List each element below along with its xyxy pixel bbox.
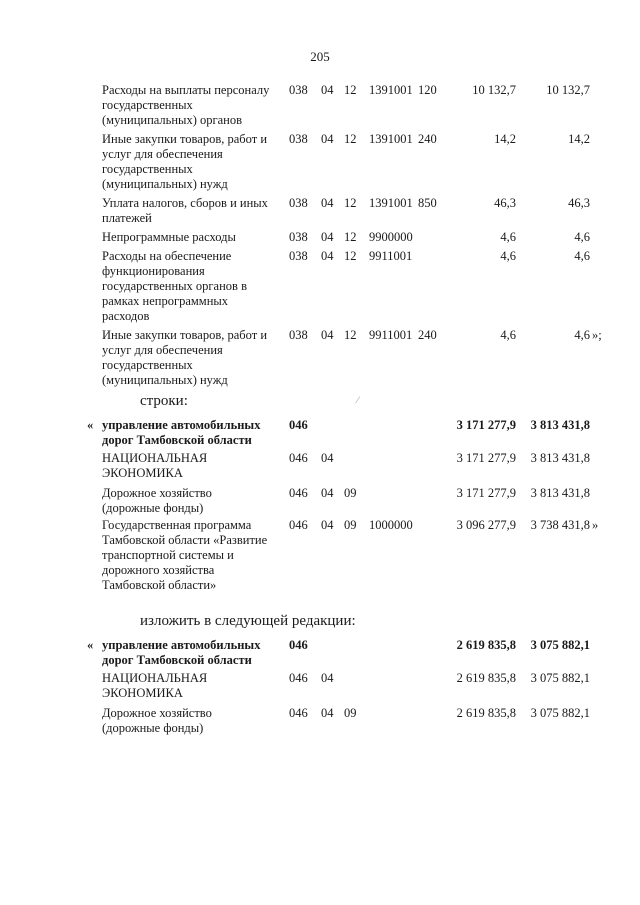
row-name: НАЦИОНАЛЬНАЯ ЭКОНОМИКА [102, 451, 208, 480]
row-name: Иные закупки товаров, работ и услуг для обеспечения государственных (муниципальных) нужд [102, 132, 268, 191]
row-sum-2: 3 813 431,8 [530, 418, 590, 432]
row-rz: 04 [321, 486, 334, 500]
row-vd: 038 [289, 230, 308, 244]
row-sum-1: 2 619 835,8 [456, 671, 516, 685]
row-sum-1: 2 619 835,8 [456, 706, 516, 720]
row-rz: 04 [321, 671, 334, 685]
row-sum-2: 3 738 431,8 [530, 518, 590, 532]
row-pr: 12 [344, 196, 357, 210]
opening-quote: « [87, 638, 94, 652]
row-sum-2: 4,6 [574, 230, 590, 244]
row-sum-1: 3 171 277,9 [456, 418, 516, 432]
row-sum-2: 3 075 882,1 [530, 706, 590, 720]
row-pr: 12 [344, 132, 357, 146]
row-cs: 1391001 [369, 83, 413, 97]
row-sum-1: 10 132,7 [472, 83, 516, 97]
row-pr: 09 [344, 706, 357, 720]
row-closing-quote: »; [592, 328, 602, 342]
row-name: НАЦИОНАЛЬНАЯ ЭКОНОМИКА [102, 671, 208, 700]
heading-edition: изложить в следующей редакции: [140, 613, 356, 629]
row-closing-quote: » [592, 518, 599, 532]
row-sum-2: 3 075 882,1 [530, 671, 590, 685]
row-name: Дорожное хозяйство (дорожные фонды) [102, 486, 212, 515]
row-cs: 9911001 [369, 328, 413, 342]
row-name: Расходы на обеспечение функционирования государственных органов в рамках непрограммных расходов [102, 249, 247, 323]
row-sum-2: 10 132,7 [546, 83, 590, 97]
row-vd: 038 [289, 196, 308, 210]
stray-mark: ⁄ [357, 395, 359, 405]
row-sum-2: 3 813 431,8 [530, 451, 590, 465]
row-sum-1: 4,6 [500, 328, 516, 342]
row-cs: 1391001 [369, 196, 413, 210]
row-rz: 04 [321, 196, 334, 210]
row-name: Расходы на выплаты персоналу государственных (муниципальных) органов [102, 83, 270, 127]
row-rz: 04 [321, 451, 334, 465]
row-pr: 12 [344, 83, 357, 97]
row-vr: 240 [418, 328, 437, 342]
row-vr: 850 [418, 196, 437, 210]
row-sum-1: 46,3 [494, 196, 516, 210]
row-name: управление автомобильных дорог Тамбовской области [102, 638, 261, 667]
row-rz: 04 [321, 83, 334, 97]
row-vd: 046 [289, 418, 308, 432]
row-name: Иные закупки товаров, работ и услуг для обеспечения государственных (муниципальных) нужд [102, 328, 268, 387]
row-sum-1: 4,6 [500, 230, 516, 244]
row-name: Дорожное хозяйство (дорожные фонды) [102, 706, 212, 735]
row-name: Государственная программа Тамбовской области «Развитие транспортной системы и дорожного хозяйства Тамбовской области» [102, 518, 268, 592]
row-pr: 12 [344, 249, 357, 263]
row-vd: 038 [289, 249, 308, 263]
row-cs: 1391001 [369, 132, 413, 146]
row-sum-1: 3 171 277,9 [456, 486, 516, 500]
row-rz: 04 [321, 706, 334, 720]
row-name: Уплата налогов, сборов и иных платежей [102, 196, 268, 225]
row-sum-2: 46,3 [568, 196, 590, 210]
row-vd: 038 [289, 83, 308, 97]
row-cs: 1000000 [369, 518, 413, 532]
row-vd: 046 [289, 451, 308, 465]
row-sum-1: 14,2 [494, 132, 516, 146]
row-rz: 04 [321, 518, 334, 532]
row-vd: 046 [289, 486, 308, 500]
row-rz: 04 [321, 249, 334, 263]
row-sum-1: 3 096 277,9 [456, 518, 516, 532]
row-cs: 9911001 [369, 249, 413, 263]
row-sum-1: 3 171 277,9 [456, 451, 516, 465]
row-pr: 09 [344, 518, 357, 532]
row-vd: 046 [289, 706, 308, 720]
row-rz: 04 [321, 328, 334, 342]
row-rz: 04 [321, 230, 334, 244]
opening-quote: « [87, 418, 94, 432]
row-pr: 09 [344, 486, 357, 500]
row-cs: 9900000 [369, 230, 413, 244]
row-sum-2: 3 075 882,1 [530, 638, 590, 652]
row-vr: 240 [418, 132, 437, 146]
row-sum-2: 4,6 [574, 328, 590, 342]
page-number: 205 [310, 49, 330, 64]
row-pr: 12 [344, 230, 357, 244]
row-sum-2: 14,2 [568, 132, 590, 146]
row-vd: 046 [289, 638, 308, 652]
row-rz: 04 [321, 132, 334, 146]
row-sum-1: 4,6 [500, 249, 516, 263]
row-vd: 038 [289, 132, 308, 146]
heading-lines: строки: [140, 393, 188, 409]
row-pr: 12 [344, 328, 357, 342]
row-sum-2: 4,6 [574, 249, 590, 263]
row-name: управление автомобильных дорог Тамбовской области [102, 418, 261, 447]
row-sum-1: 2 619 835,8 [456, 638, 516, 652]
row-vd: 046 [289, 671, 308, 685]
row-sum-2: 3 813 431,8 [530, 486, 590, 500]
row-vr: 120 [418, 83, 437, 97]
row-vd: 046 [289, 518, 308, 532]
row-vd: 038 [289, 328, 308, 342]
row-name: Непрограммные расходы [102, 230, 236, 244]
